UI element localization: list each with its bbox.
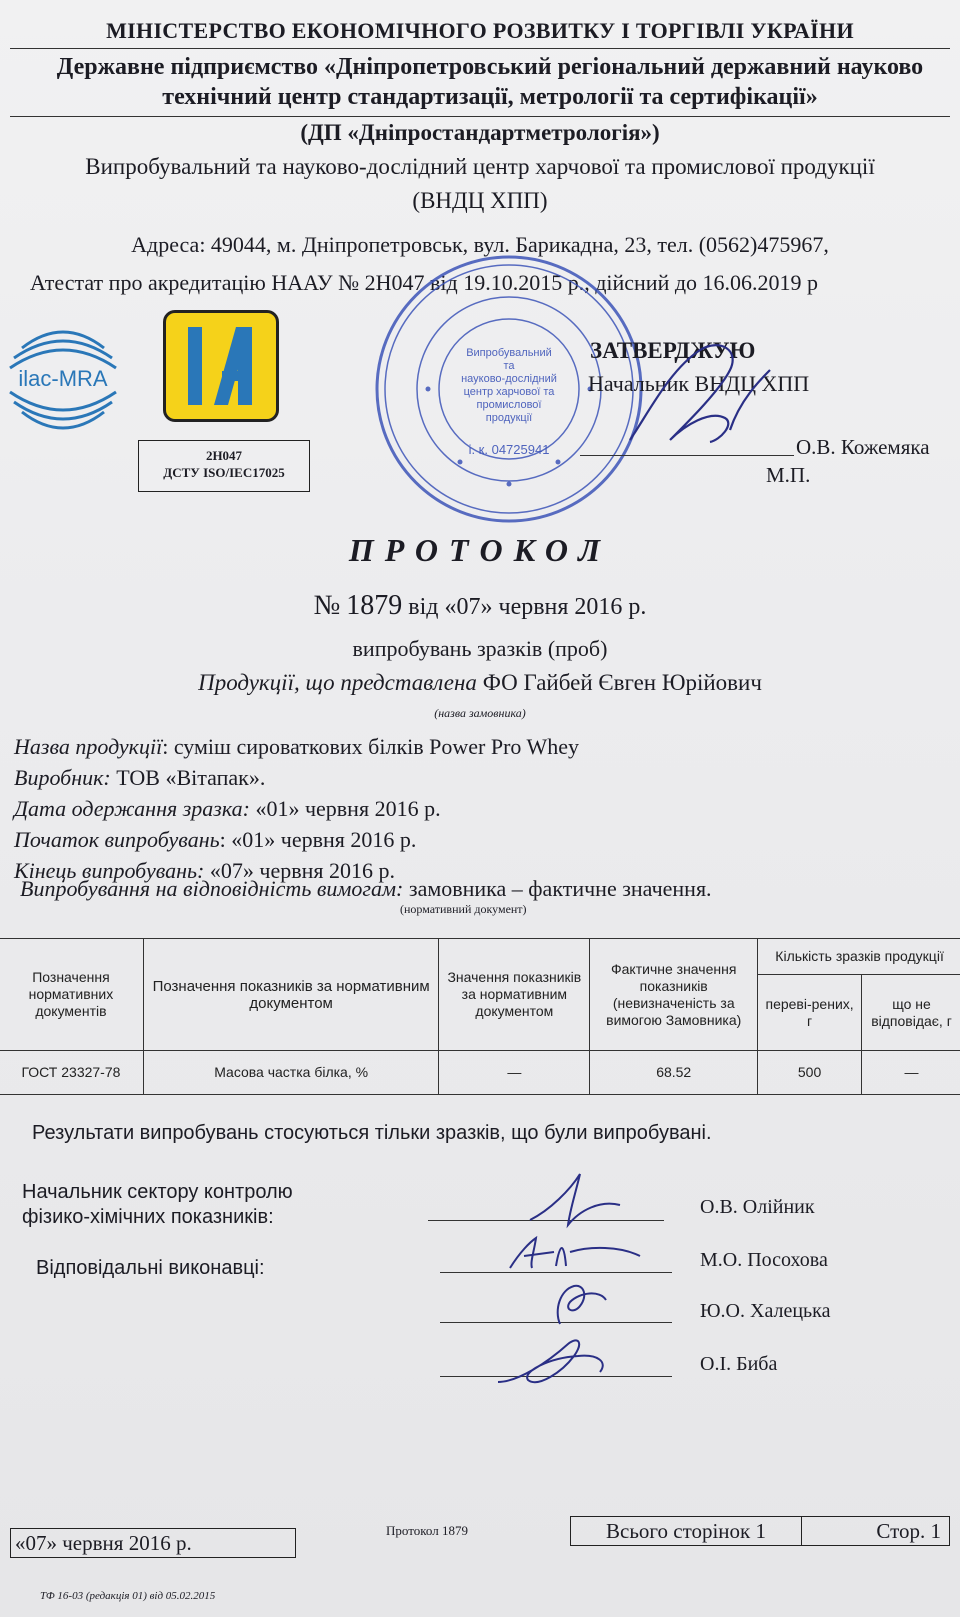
- enterprise-line-1: Державне підприємство «Дніпропетровський регіональний державний науково: [56, 54, 924, 80]
- director-name: О.В. Кожемяка: [796, 435, 930, 459]
- ministry-title: МІНІСТЕРСТВО ЕКОНОМІЧНОГО РОЗВИТКУ І ТОРГІВЛІ УКРАЇНИ: [106, 18, 854, 43]
- header-actual: Фактичне значення показників (невизначеність за вимогою Замовника): [590, 939, 758, 1051]
- cell-nonconform: —: [862, 1051, 960, 1095]
- head-name: О.В. Олійник: [700, 1196, 815, 1218]
- header-nonconform: що не відповідає, г: [862, 975, 960, 1051]
- stamp-text-4: центр харчової та: [463, 386, 555, 398]
- field-label: Початок випробувань: [14, 827, 220, 852]
- cell-doc: ГОСТ 23327-78: [0, 1051, 143, 1095]
- field-manufacturer: [14, 765, 265, 791]
- protocol-subtitle: випробувань зразків (проб): [352, 636, 608, 661]
- cell-norm-value: —: [439, 1051, 590, 1095]
- naau-accreditation-box: [138, 440, 310, 492]
- field-label: Назва продукції: [14, 734, 163, 759]
- test-center-full: Випробувальний та науково-дослідний центр харчової та промислової продукції: [85, 154, 875, 179]
- protocol-number: 1879: [346, 590, 403, 621]
- seal-place: М.П.: [766, 463, 811, 487]
- enterprise-line-2: технічний центр стандартизації, метрології та сертифікації»: [162, 84, 818, 110]
- head-signature: [520, 1170, 630, 1230]
- footer-form-code: ТФ 16-03 (редакція 01) від 05.02.2015: [40, 1590, 216, 1602]
- cell-indicator: Масова частка білка, %: [143, 1051, 439, 1095]
- field-value: «01» червня 2016 р.: [225, 827, 417, 852]
- head-label-line-2: фізико-хімічних показників:: [22, 1206, 274, 1228]
- test-center-name: [0, 150, 960, 218]
- number-sign: №: [313, 590, 341, 621]
- field-label: Дата одержання зразка:: [14, 796, 250, 821]
- field-value: ТОВ «Вітапак».: [110, 765, 266, 790]
- director-signature: [610, 330, 800, 460]
- naau-logo: [163, 310, 279, 422]
- table-row: [0, 1051, 960, 1095]
- field-compliance: [20, 876, 712, 902]
- executor-signature-2: [540, 1280, 620, 1330]
- header-norm-value: Значення показників за нормативним документом: [439, 939, 590, 1051]
- field-label: Випробування на відповідність вимогам:: [20, 876, 404, 901]
- address-line: Адреса: 49044, м. Дніпропетровськ, вул. Барикадна, 23, тел. (0562)475967,: [131, 232, 829, 257]
- accreditation-line: Атестат про акредитацію НААУ № 2Н047 від 19.10.2015 р., дійсний до 16.06.2019 р: [30, 270, 819, 295]
- executor-name-1: М.О. Посохова: [700, 1249, 828, 1271]
- normative-hint: (нормативний документ): [400, 902, 527, 916]
- field-label: Кінець випробувань:: [14, 858, 205, 883]
- field-label: Виробник:: [14, 765, 111, 790]
- director-signature-line: [580, 455, 794, 456]
- ilac-mra-logo: [2, 318, 124, 442]
- stamp-text-6: продукції: [485, 412, 533, 424]
- test-center-abbr: (ВНДЦ ХПП): [412, 188, 548, 213]
- executor-signature-1: [500, 1232, 650, 1276]
- approval-title: ЗАТВЕРДЖУЮ: [590, 338, 756, 363]
- footer-pages-box: [570, 1516, 950, 1546]
- naau-standard: ДСТУ ISO/IEC17025: [163, 465, 285, 480]
- field-sep: :: [219, 827, 226, 852]
- stamp-text-2: та: [503, 360, 515, 372]
- field-product-name: [14, 734, 579, 760]
- customer-hint: (назва замовника): [434, 706, 526, 720]
- cell-checked: 500: [758, 1051, 862, 1095]
- results-note: Результати випробувань стосуються тільки зразків, що були випробувані.: [32, 1122, 712, 1144]
- stamp-text-1: Випробувальний: [466, 347, 552, 359]
- cell-actual: 68.52: [590, 1051, 758, 1095]
- footer-total-pages: Всього сторінок 1: [571, 1517, 802, 1545]
- header-doc: Позначення нормативних документів: [0, 939, 143, 1051]
- executor-name-2: Ю.О. Халецька: [700, 1300, 831, 1322]
- protocol-number-line: [0, 590, 960, 622]
- protocol-date: від «07» червня 2016 р.: [408, 594, 647, 620]
- enterprise-name: [0, 52, 960, 112]
- presented-by-line: [0, 670, 960, 696]
- stamp-text-3: науково-дослідний: [461, 373, 557, 385]
- head-of-sector-label: [22, 1180, 293, 1230]
- naau-mark-icon: [166, 313, 276, 419]
- footer-protocol: Протокол 1879: [386, 1523, 468, 1538]
- executors-label: Відповідальні виконавці:: [36, 1257, 265, 1279]
- naau-code: 2Н047: [205, 448, 243, 463]
- approval-position: Начальник ВНДЦ ХПП: [588, 371, 810, 396]
- executor-signature-3: [488, 1332, 628, 1394]
- field-value: «01» червня 2016 р.: [249, 796, 441, 821]
- stamp-code: і. к. 04725941: [468, 442, 550, 457]
- enterprise-short-name: (ДП «Дніпростандартметрологія»): [300, 120, 660, 145]
- header-checked: переві-рених, г: [758, 975, 862, 1051]
- results-table: [0, 938, 960, 1095]
- field-received-date: [14, 796, 441, 822]
- ilac-text: ilac-MRA: [18, 366, 108, 391]
- field-test-start: [14, 827, 416, 853]
- field-value: «07» червня 2016 р.: [204, 858, 395, 883]
- header-indicator: Позначення показників за нормативним документом: [143, 939, 439, 1051]
- executor-name-3: О.І. Биба: [700, 1353, 778, 1375]
- header-rule: [10, 48, 950, 49]
- field-value: замовника – фактичне значення.: [403, 876, 712, 901]
- table-header-row: [0, 939, 960, 975]
- header-qty-group: Кількість зразків продукції: [758, 939, 960, 975]
- customer-name: ФО Гайбей Євген Юрійович: [482, 670, 762, 695]
- field-sep: :: [162, 734, 169, 759]
- field-value: суміш сироваткових білків Power Pro Whey: [168, 734, 580, 759]
- presented-label: Продукції, що представлена: [198, 670, 477, 695]
- stamp-text-5: промислової: [476, 399, 542, 411]
- head-label-line-1: Начальник сектору контролю: [22, 1181, 293, 1203]
- document-title: ПРОТОКОЛ: [348, 532, 612, 568]
- footer-page-number: Стор. 1: [876, 1519, 941, 1543]
- header-rule-2: [10, 116, 950, 117]
- footer-date: «07» червня 2016 р.: [10, 1528, 296, 1558]
